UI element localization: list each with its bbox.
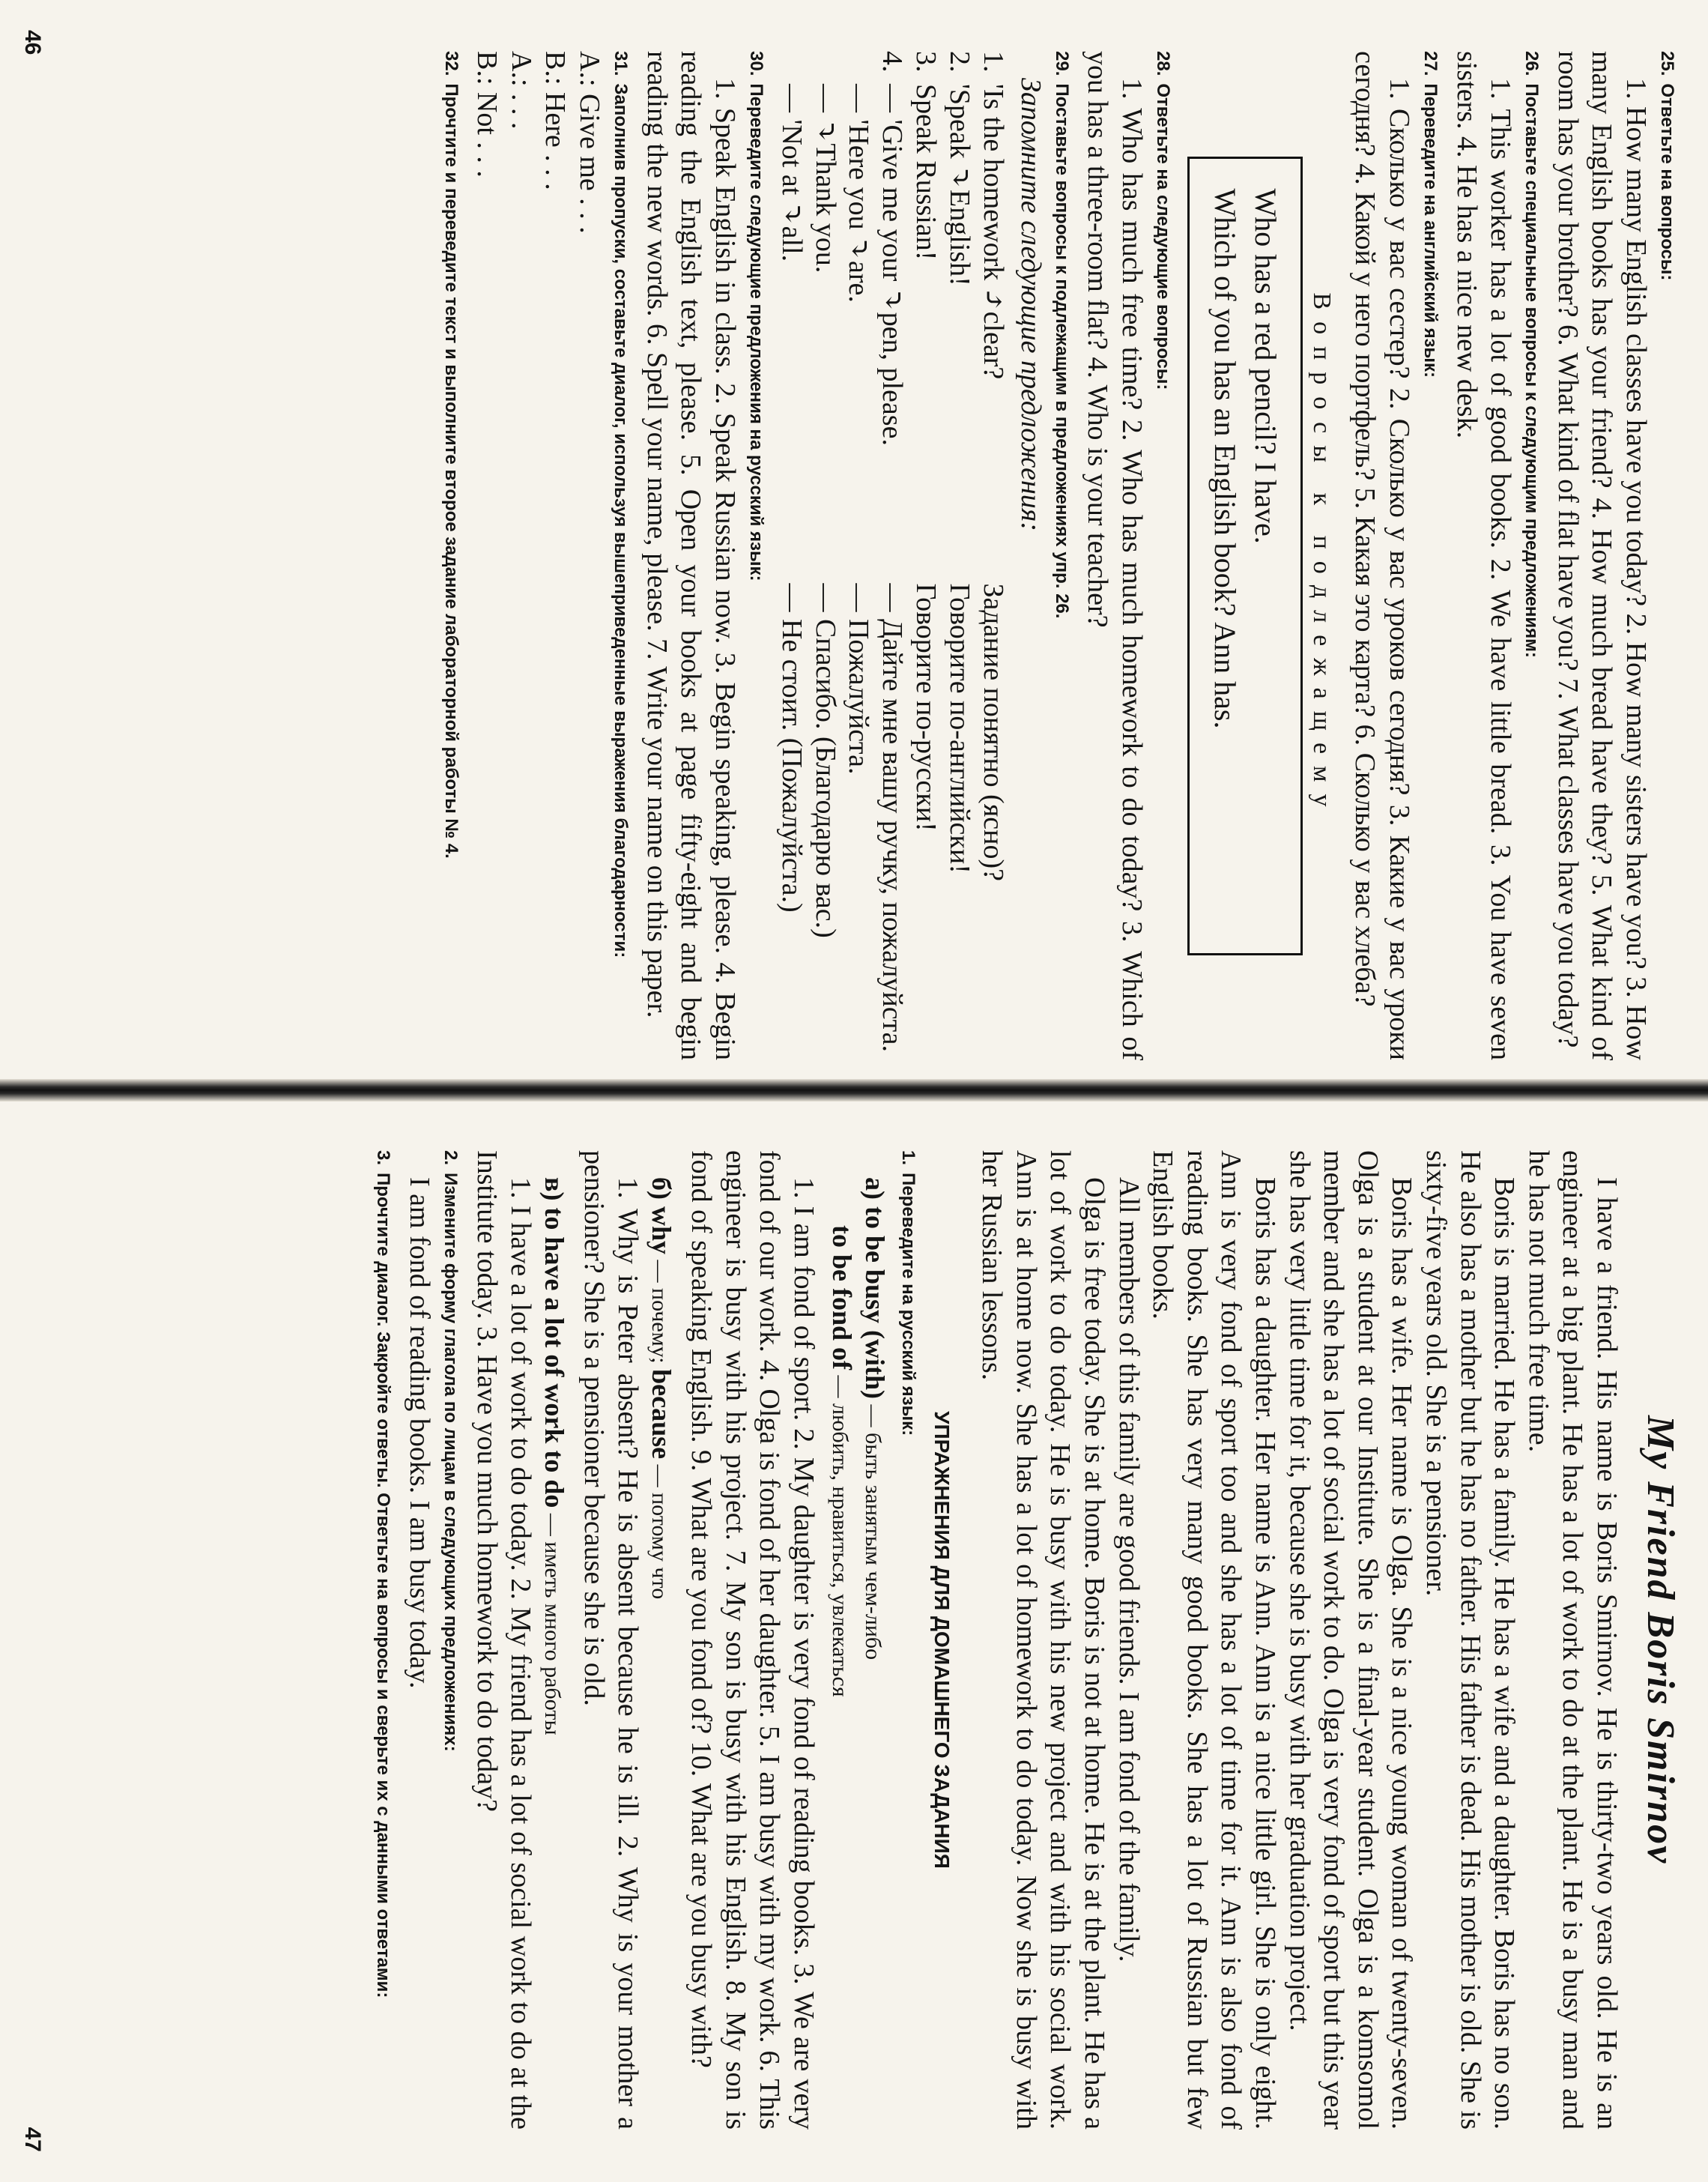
exercise-number: 27. xyxy=(1420,51,1441,76)
phrase-en xyxy=(976,51,1010,575)
text-paragraph-5: All members of this family are good friends. I am fond of the family. xyxy=(1112,1177,1145,1962)
exercise-27-header xyxy=(1419,51,1441,1060)
exercise-25-header xyxy=(1656,51,1678,1060)
grammar-box-line-1: Who has a red pencil? I have. xyxy=(1248,188,1282,544)
phrase-en xyxy=(875,51,909,575)
phrase-en-text: — 'Give me your ⤵pen, please. xyxy=(876,84,909,446)
exercise-26-header xyxy=(1520,51,1542,1060)
grammar-box-line-2: Which of you has an English book? Ann has. xyxy=(1208,188,1242,729)
page-46 xyxy=(0,0,1708,1090)
phrase-en xyxy=(909,51,942,575)
phrase-number: 2. xyxy=(943,51,975,73)
text-title: My Friend Boris Smirnov xyxy=(1639,1415,1682,1865)
exercise-instruction: Прочтите диалог. Закройте ответы. Ответьте на вопросы и сверьте их с данными ответами: xyxy=(373,1173,394,1998)
exercise-number: 32. xyxy=(440,51,461,76)
phrase-number: 4. xyxy=(876,51,909,73)
exercise-number: 28. xyxy=(1152,51,1173,76)
homework-2-text: I am fond of reading books. I am busy today. xyxy=(403,1177,435,1689)
phrase-en xyxy=(808,51,842,575)
vocab-term: to be fond of xyxy=(826,1225,857,1370)
phrase-ru: Задание понятно (ясно)? xyxy=(977,583,1009,882)
grammar-box xyxy=(1187,157,1303,955)
homework-1-header xyxy=(897,1150,919,2130)
phrase-number xyxy=(808,51,842,84)
vocab-term: because xyxy=(646,1369,677,1460)
vocab-meaning: — почему; xyxy=(647,1254,673,1370)
exercise-number: 1. xyxy=(897,1150,918,1166)
exercise-32-header xyxy=(440,51,462,1060)
exercise-instruction: Поставьте специальные вопросы к следующим предложениям: xyxy=(1521,83,1542,658)
text-paragraph-4: Boris has a daughter. Her name is Ann. Ann is a nice little girl. She is only eight. Ann is very fond of sport too and she has a lot of time for it. Ann is also fond of reading books. She has very many good books. She has a lot of Russian but few English books. xyxy=(1147,1150,1282,2130)
phrase-en-text: 'Speak ⤵English! xyxy=(943,84,975,286)
homework-2-header xyxy=(439,1150,461,2130)
exercise-instruction: Прочтите и переведите текст и выполните второе задание лабораторной работы № 4. xyxy=(440,83,461,859)
page-47 xyxy=(0,1098,1708,2182)
text-paragraph-6: Olga is free today. She is at home. Boris is not at home. He is at the plant. He has a lot of work to do today. He is busy with his new project and with his social work. Ann is at home now. She has a lot of homework to do today. Now she is busy with her Russian lessons. xyxy=(976,1150,1111,2130)
exercise-30-text: 1. Speak English in class. 2. Speak Russian now. 3. Begin speaking, please. 4. Begin reading the English text, please. 5. Open your books at page fifty-eight and begin reading the new words. 6. Spell your name, please. 7. Write your name on this paper. xyxy=(640,51,741,1060)
exercise-26-text: 1. This worker has a lot of good books. 2. We have little bread. 3. You have seven sisters. 4. He has a nice new desk. xyxy=(1450,51,1517,1060)
homework-section-title: УПРАЖНЕНИЯ ДЛЯ ДОМАШНЕГО ЗАДАНИЯ xyxy=(930,1411,954,1869)
exercise-31-header xyxy=(609,51,632,1060)
vocab-meaning: — быть занятым чем-либо xyxy=(860,1399,885,1660)
vocab-a2 xyxy=(826,1225,858,2130)
vocab-term: б) why xyxy=(646,1177,677,1255)
exercise-number: 25. xyxy=(1657,51,1677,76)
grammar-box-heading: Вопросы к подлежащему xyxy=(1307,292,1336,819)
exercise-number: 30. xyxy=(745,51,766,76)
phrase-en-text: 'Is the homework ⤴clear? xyxy=(977,84,1009,380)
vocab-a xyxy=(859,1177,891,2130)
exercise-28-text: 1. Who has much free time? 2. Who has much homework to do today? 3. Which of you has a three-room flat? 4. Who is your teacher? xyxy=(1082,51,1148,1060)
exercise-25-text: 1. How many English classes have you today? 2. How many sisters have you? 3. How many English books has your friend? 4. How much bread have they? 5. What kind of room has your brother? 6. What kind of flat have you? 7. What classes have you today? xyxy=(1551,51,1652,1060)
exercise-28-header xyxy=(1151,51,1174,1060)
dialog-line: A.: . . . xyxy=(505,51,537,130)
phrase-en-text: — 'Not at ⤵all. xyxy=(775,84,808,262)
exercise-instruction: Переведите на английский язык: xyxy=(1420,83,1441,378)
exercise-instruction: Ответьте на вопросы: xyxy=(1657,83,1677,281)
page-number-left: 46 xyxy=(20,30,45,55)
phrase-table xyxy=(775,51,1010,1060)
phrase-en-text: — 'Here you ⤵are. xyxy=(843,84,875,303)
homework-3-header xyxy=(372,1150,394,2130)
exercise-instruction: Переведите на русский язык: xyxy=(897,1173,918,1436)
phrase-number: 1. xyxy=(977,51,1009,73)
exercise-30-header xyxy=(745,51,767,1060)
phrase-en xyxy=(942,51,976,575)
exercise-number: 29. xyxy=(1051,51,1072,76)
exercise-29-header xyxy=(1050,51,1073,1060)
vocab-meaning: — потому что xyxy=(647,1459,673,1600)
phrase-ru: Говорите по-английски! xyxy=(943,583,975,874)
exercise-27-text: 1. Сколько у вас сестер? 2. Сколько у вас уроков сегодня? 3. Какие у вас уроки сегодня? 4. Какой у него портфель? 5. Какая это карта? 6. Сколько у вас хлеба? xyxy=(1349,51,1416,1060)
exercise-instruction: Ответьте на следующие вопросы: xyxy=(1152,83,1173,390)
text-paragraph-3: Boris has a wife. Her name is Olga. She is a nice young woman of twenty-seven. Olga is a student at our Institute. She is a final-year student. Olga is a komsomol member and she has a lot of social work to do. Olga is very fond of sport but this year she has very little time for it, because she is busy with her graduation project. xyxy=(1283,1150,1418,2130)
homework-1c-text: 1. I have a lot of work to do today. 2. My friend has a lot of social work to do at the Institute today. 3. Have you much homework to do today? xyxy=(470,1150,537,2130)
exercise-instruction: Измените форму глагола по лицам в следующих предложениях: xyxy=(440,1173,461,1752)
dialog-template xyxy=(470,51,606,1060)
homework-1b-text: 1. Why is Peter absent? He is absent because he is ill. 2. Why is your mother a pensioner? She is a pensioner because she is old. xyxy=(578,1150,644,2130)
exercise-number: 3. xyxy=(373,1150,394,1166)
phrase-en-text: Speak Russian! xyxy=(910,84,942,261)
phrase-ru: — Дайте мне вашу ручку, пожалуйста. xyxy=(876,583,909,1053)
vocab-c xyxy=(539,1177,570,2130)
dialog-line: B.: Not . . . xyxy=(471,51,503,178)
homework-1a-text: 1. I am fond of sport. 2. My daughter is very fond of reading books. 3. We are very fond of our work. 4. Olga is fond of her daughter. 5. I am busy with my work. 6. This engineer is busy with his project. 7. My son is busy with his English. 8. My son is fond of speaking English. 9. What are you fond of? 10. What are you busy with? xyxy=(685,1150,820,2130)
exercise-number: 26. xyxy=(1521,51,1542,76)
exercise-instruction: Заполнив пропуски, составьте диалог, используя вышеприведенные выражения благодарности: xyxy=(611,83,632,958)
phrase-number: 3. xyxy=(910,51,942,73)
phrase-ru: — Спасибо. (Благодарю вас.) xyxy=(809,583,841,938)
phrase-ru: Говорите по-русски! xyxy=(910,583,942,832)
vocab-meaning: — иметь много работы xyxy=(540,1508,566,1735)
vocab-term: в) to have a lot of work to do xyxy=(539,1177,570,1508)
phrase-number xyxy=(775,51,808,84)
phrase-ru: — Пожалуйста. xyxy=(843,583,875,775)
phrase-en-text: — ⤵Thank you. xyxy=(809,84,841,273)
dialog-line: A.: Give me . . . xyxy=(574,51,606,234)
vocab-term: а) to be busy (with) xyxy=(859,1177,890,1400)
exercise-number: 2. xyxy=(440,1150,461,1166)
vocab-meaning: — любить, нравиться, увлекаться xyxy=(827,1370,853,1697)
phrase-en xyxy=(775,51,808,575)
exercise-instruction: Переведите следующие предложения на русский язык: xyxy=(745,83,766,581)
vocab-b xyxy=(646,1177,677,2130)
text-paragraph-2: Boris is married. He has a family. He has a wife and a daughter. Boris has no son. He also has a mother but he has no father. His father is dead. His mother is old. She is sixty-five years old. She is a pensioner. xyxy=(1420,1150,1521,2130)
text-paragraph-1: I have a friend. His name is Boris Smirnov. He is thirty-two years old. He is an engineer at a big plant. He has a lot of work to do at the plant. He is a busy man and he has not much free time. xyxy=(1522,1150,1623,2130)
phrase-number xyxy=(842,51,876,84)
phrase-en xyxy=(842,51,876,575)
phrase-ru: — Не стоит. (Пожалуйста.) xyxy=(775,583,808,913)
exercise-instruction: Поставьте вопросы к подлежащим в предложениях упр. 26. xyxy=(1051,83,1072,619)
phrases-lead: Запомните следующие предложения: xyxy=(1014,78,1047,532)
dialog-line: B.: Here . . . xyxy=(539,51,572,190)
page-number-right: 47 xyxy=(20,2127,45,2152)
exercise-number: 31. xyxy=(611,51,632,76)
